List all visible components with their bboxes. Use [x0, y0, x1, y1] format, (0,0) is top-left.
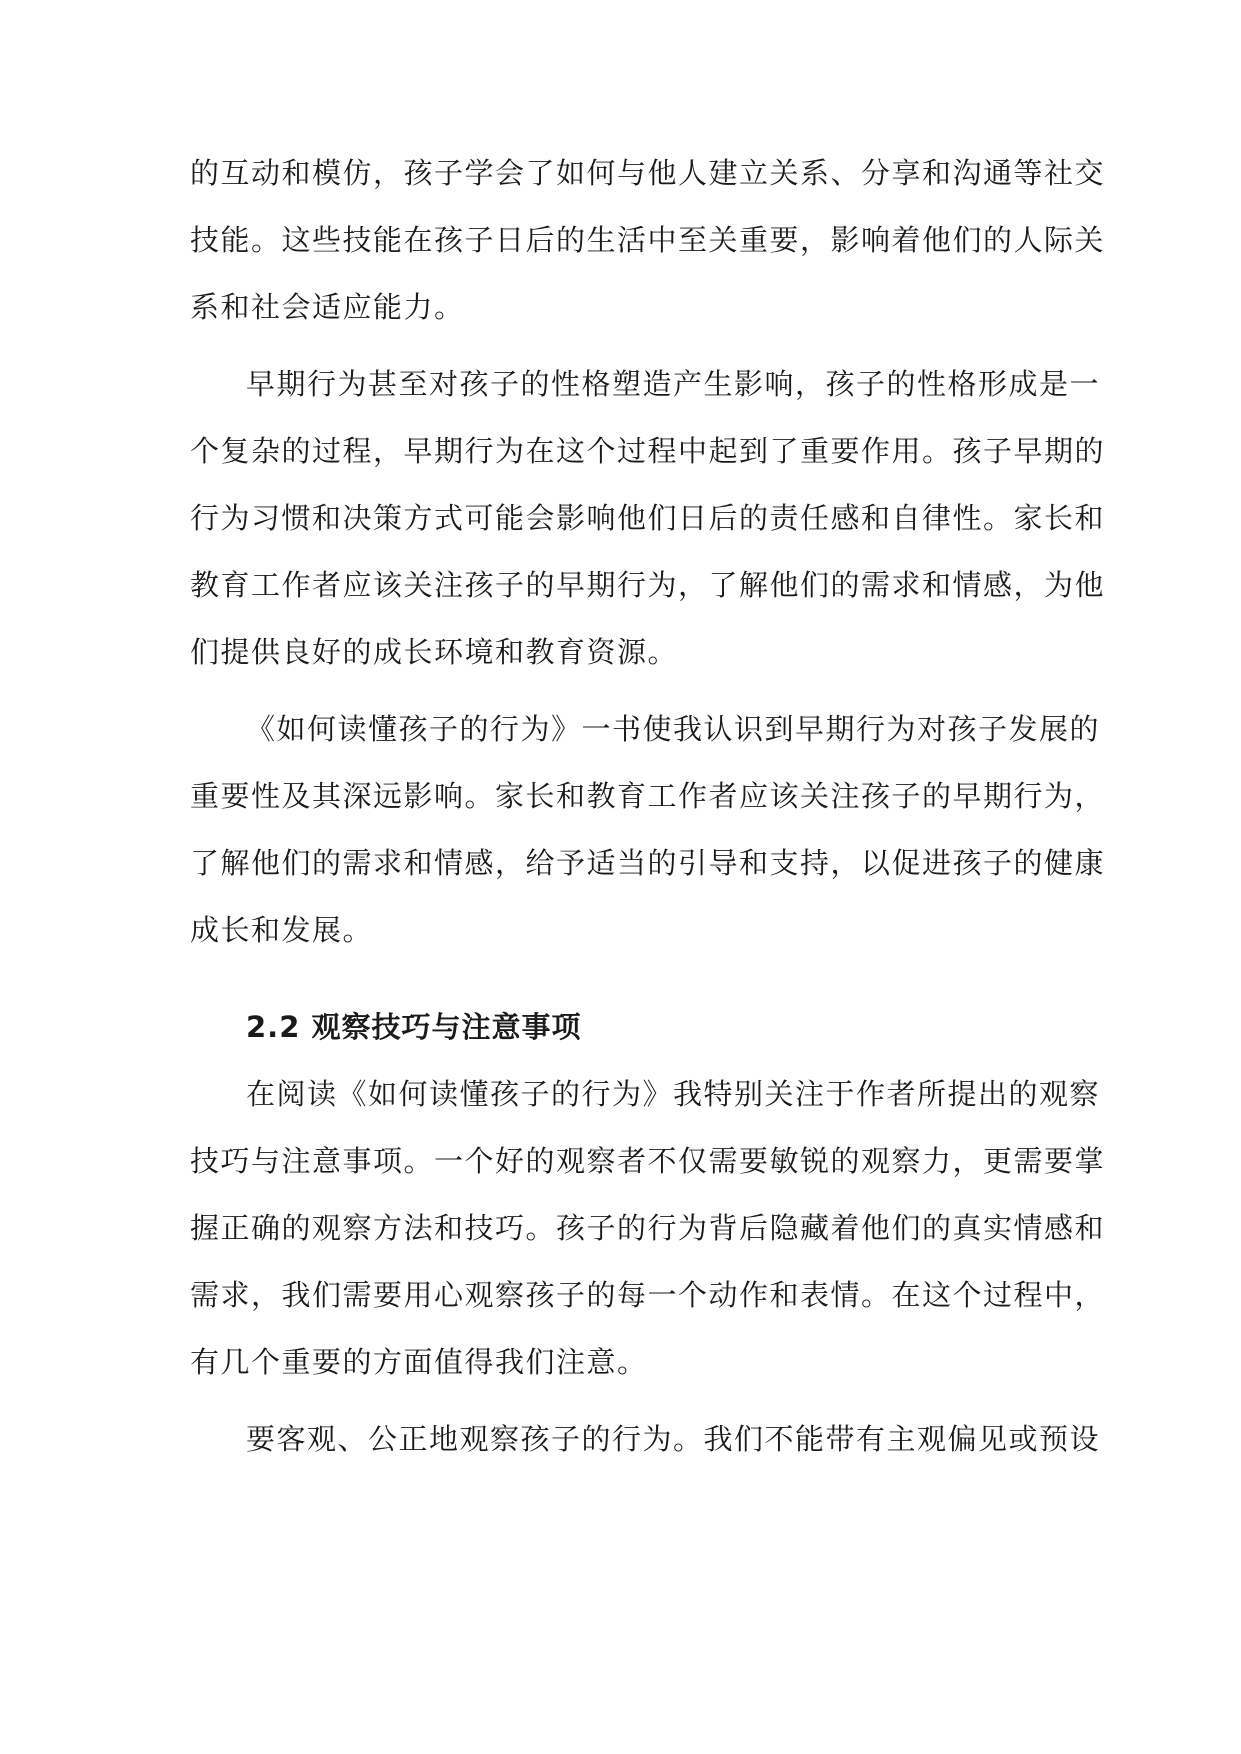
paragraph-objective-observation: [190, 1406, 1101, 1473]
text-line: 技能。这些技能在孩子日后的生活中至关重要，影响着他们的人际关: [190, 223, 1106, 257]
text-line: 个复杂的过程，早期行为在这个过程中起到了重要作用。孩子早期的: [190, 434, 1106, 468]
text-line: 的互动和模仿，孩子学会了如何与他人建立关系、分享和沟通等社交: [190, 156, 1106, 190]
paragraph-observation-skills: [190, 1061, 1106, 1396]
text-line: 需求，我们需要用心观察孩子的每一个动作和表情。在这个过程中，: [190, 1278, 1106, 1312]
text-line: 要客观、公正地观察孩子的行为。我们不能带有主观偏见或预设: [246, 1422, 1101, 1456]
text-line: 们提供良好的成长环境和教育资源。: [190, 635, 679, 669]
text-line: 《如何读懂孩子的行为》一书使我认识到早期行为对孩子发展的: [246, 712, 1101, 746]
text-line: 早期行为甚至对孩子的性格塑造产生影响，孩子的性格形成是一: [246, 367, 1101, 401]
text-line: 在阅读《如何读懂孩子的行为》我特别关注于作者所提出的观察: [246, 1077, 1101, 1111]
text-line: 有几个重要的方面值得我们注意。: [190, 1345, 648, 1379]
document-page: [190, 140, 1106, 1473]
paragraph-personality: [190, 351, 1106, 686]
text-line: 了解他们的需求和情感，给予适当的引导和支持，以促进孩子的健康: [190, 846, 1106, 880]
text-line: 技巧与注意事项。一个好的观察者不仅需要敏锐的观察力，更需要掌: [190, 1144, 1106, 1178]
paragraph-social-skills: [190, 140, 1106, 341]
text-line: 成长和发展。: [190, 913, 374, 947]
text-line: 系和社会适应能力。: [190, 290, 465, 324]
text-line: 行为习惯和决策方式可能会影响他们日后的责任感和自律性。家长和: [190, 501, 1106, 535]
text-line: 握正确的观察方法和技巧。孩子的行为背后隐藏着他们的真实情感和: [190, 1211, 1106, 1245]
text-line: 教育工作者应该关注孩子的早期行为，了解他们的需求和情感，为他: [190, 568, 1106, 602]
text-line: 重要性及其深远影响。家长和教育工作者应该关注孩子的早期行为，: [190, 779, 1106, 813]
section-heading: 2.2 观察技巧与注意事项: [246, 1010, 582, 1044]
paragraph-book-conclusion: [190, 696, 1106, 964]
